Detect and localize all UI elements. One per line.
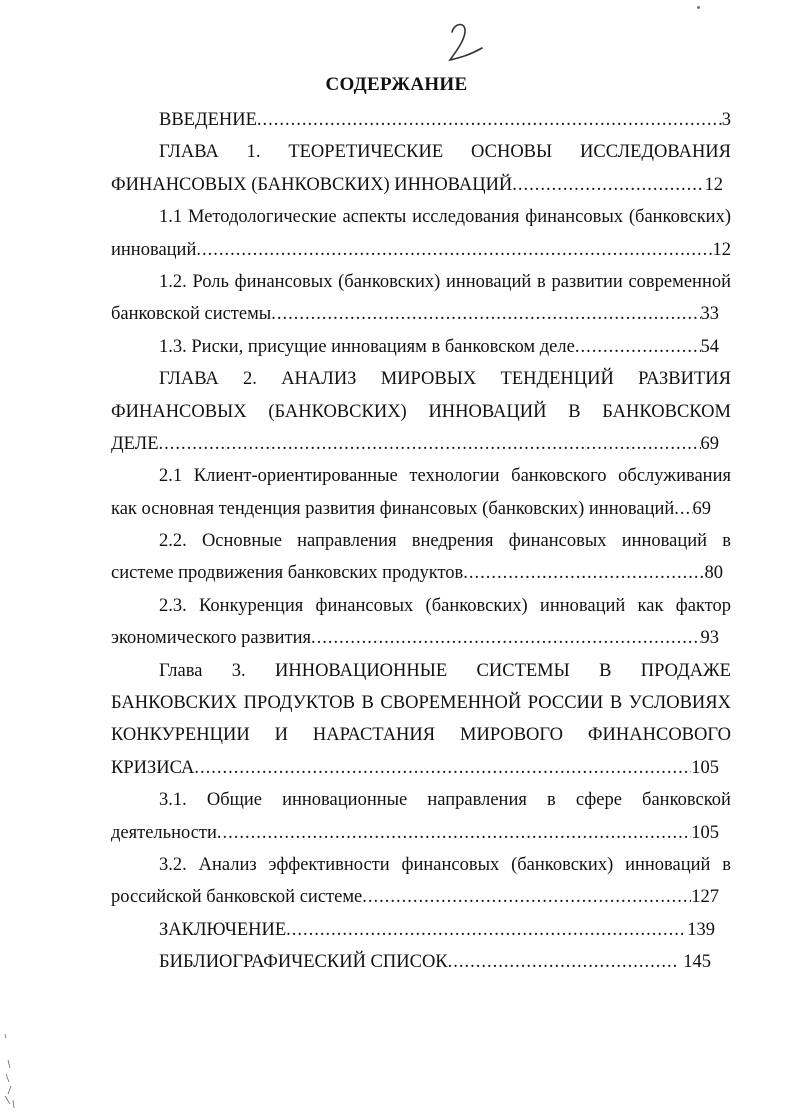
toc-entry-section-1-3[interactable]: 1.3. Риски, присущие инновациям в банковском деле ..... 54 (111, 331, 731, 363)
toc-entry-chapter-3-line-4[interactable]: КРИЗИСА ..... 105 (111, 752, 731, 784)
toc-entry-chapter-3-line-1[interactable]: Глава 3. ИННОВАЦИОННЫЕ СИСТЕМЫ В ПРОДАЖЕ (159, 660, 731, 681)
toc-entry-chapter-1-line-1[interactable]: ГЛАВА 1. ТЕОРЕТИЧЕСКИЕ ОСНОВЫ ИССЛЕДОВАНИЯ (159, 142, 731, 163)
toc-entry-section-2-1-line-2[interactable]: как основная тенденция развития финансовых (банковских) инноваций ..... 69 (111, 493, 731, 525)
toc-entry-section-2-2-line-2[interactable]: системе продвижения банковских продуктов ..... 80 (111, 557, 731, 589)
table-of-contents (111, 104, 731, 979)
toc-entry-section-3-2-line-2[interactable]: российской банковской системе ..... 127 (111, 881, 731, 913)
toc-entry-section-1-1-line-1[interactable]: 1.1 Методологические аспекты исследования финансовых (банковских) (159, 207, 731, 228)
toc-entry-section-2-3-line-1[interactable]: 2.3. Конкуренция финансовых (банковских) инноваций как фактор (159, 595, 731, 616)
toc-entry-chapter-2-line-1[interactable]: ГЛАВА 2. АНАЛИЗ МИРОВЫХ ТЕНДЕНЦИЙ РАЗВИТИЯ (159, 369, 731, 390)
toc-entry-bibliography[interactable]: БИБЛИОГРАФИЧЕСКИЙ СПИСОК ..... 145 (111, 946, 731, 978)
scan-artifact (2, 1030, 22, 1110)
toc-entry-chapter-2-line-3[interactable]: ДЕЛЕ ..... 69 (111, 428, 731, 460)
toc-entry-section-2-2-line-1[interactable]: 2.2. Основные направления внедрения финансовых инноваций в (159, 531, 731, 552)
page-title: СОДЕРЖАНИЕ (325, 74, 468, 95)
toc-entry-section-1-1-line-2[interactable]: инноваций ..... 12 (111, 234, 731, 266)
toc-entry-section-1-2-line-1[interactable]: 1.2. Роль финансовых (банковских) инноваций в развитии современной (159, 271, 731, 292)
handwritten-page-number (446, 18, 486, 64)
toc-entry-section-2-3-line-2[interactable]: экономического развития ..... 93 (111, 622, 731, 654)
toc-entry-section-3-1-line-2[interactable]: деятельности ..... 105 (111, 817, 731, 849)
toc-entry-section-2-1-line-1[interactable]: 2.1 Клиент-ориентированные технологии банковского обслуживания (159, 466, 731, 487)
toc-entry-section-3-2-line-1[interactable]: 3.2. Анализ эффективности финансовых (банковских) инноваций в (159, 854, 731, 875)
toc-entry-conclusion[interactable]: ЗАКЛЮЧЕНИЕ ..... 139 (111, 914, 731, 946)
toc-entry-introduction[interactable]: ВВЕДЕНИЕ ..... 3 (111, 104, 731, 136)
toc-entry-section-3-1-line-1[interactable]: 3.1. Общие инновационные направления в сфере банковской (159, 790, 731, 811)
scan-speck (697, 6, 700, 9)
toc-entry-chapter-2-line-2[interactable]: ФИНАНСОВЫХ (БАНКОВСКИХ) ИННОВАЦИЙ В БАНКОВСКОМ (111, 401, 731, 422)
toc-entry-chapter-1-line-2[interactable]: ФИНАНСОВЫХ (БАНКОВСКИХ) ИННОВАЦИЙ ..... 12 (111, 169, 731, 201)
toc-entry-chapter-3-line-2[interactable]: БАНКОВСКИХ ПРОДУКТОВ В СВОРЕМЕННОЙ РОССИИ В УСЛОВИЯХ (111, 693, 731, 714)
toc-entry-chapter-3-line-3[interactable]: КОНКУРЕНЦИИ И НАРАСТАНИЯ МИРОВОГО ФИНАНСОВОГО (111, 725, 731, 746)
toc-entry-section-1-2-line-2[interactable]: банковской системы ..... 33 (111, 298, 731, 330)
